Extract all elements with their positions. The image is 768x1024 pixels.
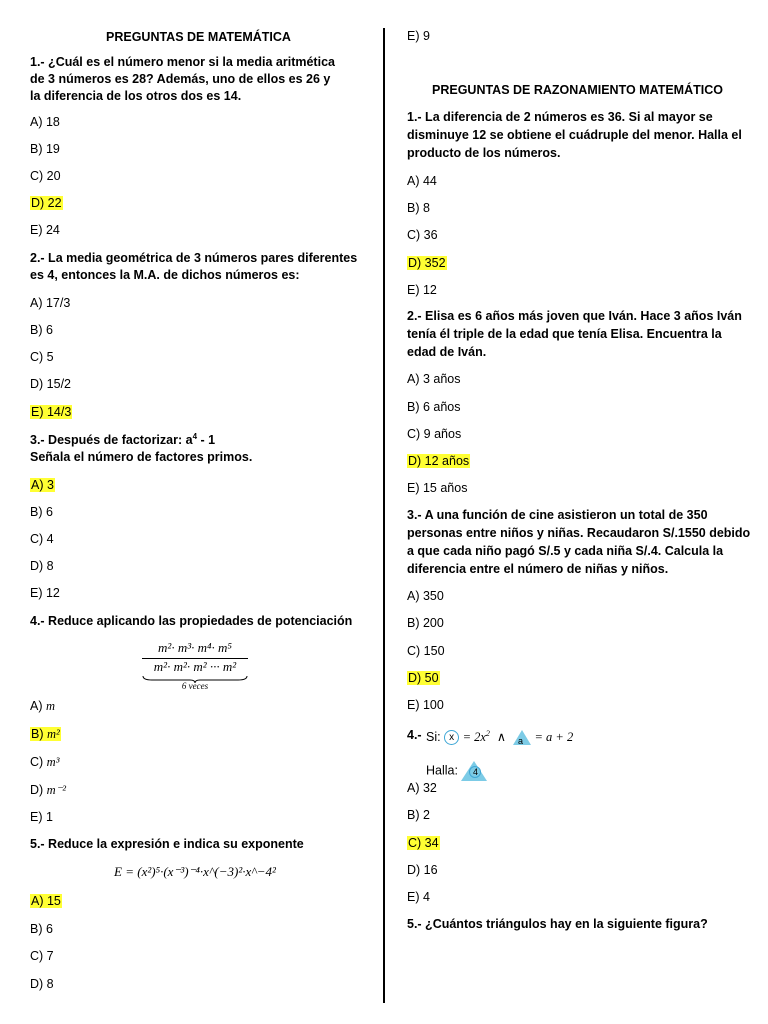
r-q1-option-d-wrap [407, 254, 447, 272]
q4-option-c [30, 753, 59, 771]
triangle-four-icon [461, 761, 487, 781]
q3-option-d: D) 8 [30, 559, 54, 573]
r-q3-line: a que cada niño pagó S/.5 y cada niña S/.4. Calcula la [407, 544, 724, 558]
q4-numerator: m²· m³· m⁴· m⁵ [158, 640, 232, 655]
q1-option-b: B) 19 [30, 142, 60, 156]
r-q4-eq2: = a + 2 [534, 730, 574, 744]
r-q1-option-b: B) 8 [407, 201, 430, 215]
r-q2-option-e: E) 15 años [407, 481, 468, 495]
q5-option-a-highlighted: A) 15 [31, 894, 61, 908]
r-q2-option-b: B) 6 años [407, 400, 461, 414]
r-q4-and: ∧ [496, 730, 507, 744]
r-q3-option-e: E) 100 [407, 698, 444, 712]
r-q4-definition [426, 728, 573, 746]
r-q5-line: 5.- ¿Cuántos triángulos hay en la siguiente figura? [407, 917, 708, 931]
r-q4-option-d: D) 16 [407, 863, 438, 877]
q3-option-a-wrap [30, 476, 55, 494]
q3-option-c: C) 4 [30, 532, 54, 546]
q3-option-b: B) 6 [30, 505, 53, 519]
q5-option-a-wrap [30, 892, 62, 910]
r-q2-option-a: A) 3 años [407, 372, 461, 386]
q1-line: 1.- ¿Cuál es el número menor si la media aritmética [30, 55, 335, 69]
q2-option-c: C) 5 [30, 350, 54, 364]
r-q4-halla [426, 761, 487, 781]
right-section-title: PREGUNTAS DE RAZONAMIENTO MATEMÁTICO [432, 83, 723, 97]
q1-option-d-highlighted: D) 22 [31, 196, 62, 210]
q4-option-a-letter: A) [30, 699, 46, 713]
q4-under-label: 6 veces [181, 681, 209, 691]
r-q4-number: 4.- [407, 728, 422, 742]
r-q4-eq1-text: = 2x [462, 730, 486, 744]
q5-option-b: B) 6 [30, 922, 53, 936]
q3-exponent: 4 [192, 431, 198, 441]
r-q1-line: producto de los números. [407, 146, 561, 160]
q5-option-d: D) 8 [30, 977, 54, 991]
r-q3-option-c: C) 150 [407, 644, 445, 658]
q4-denominator: m²· m²· m² ··· m² [153, 659, 237, 674]
q3-suffix: - 1 [197, 433, 216, 447]
q2-option-a: A) 17/3 [30, 296, 71, 310]
q1-option-a: A) 18 [30, 115, 60, 129]
triangle-four-label: 4 [469, 766, 481, 778]
r-q3-option-d-highlighted: D) 50 [408, 671, 439, 685]
q3-line: Señala el número de factores primos. [30, 450, 253, 464]
left-section-title: PREGUNTAS DE MATEMÁTICA [106, 30, 291, 44]
r-q4-option-b: B) 2 [407, 808, 430, 822]
q4-option-b-letter: B) [31, 727, 47, 741]
q2-option-e-wrap [30, 403, 72, 421]
r-q1-option-d-highlighted: D) 352 [408, 256, 446, 270]
q4-option-d [30, 781, 66, 799]
r-q4-option-c-wrap [407, 834, 440, 852]
r-q2-line: tenía él triple de la edad que tenía Elisa. Encuentra la [407, 327, 722, 341]
q4-option-b [30, 725, 61, 743]
q3-line [30, 431, 215, 449]
q5-line: 5.- Reduce la expresión e indica su exponente [30, 837, 304, 851]
q2-line: es 4, entonces la M.A. de dichos números es: [30, 268, 300, 282]
r-q2-line: 2.- Elisa es 6 años más joven que Iván. Hace 3 años Iván [407, 309, 742, 323]
q4-option-d-math: m⁻² [46, 783, 67, 797]
q4-option-c-math: m³ [46, 755, 60, 769]
r-q3-option-b: B) 200 [407, 616, 444, 630]
q1-option-c: C) 20 [30, 169, 61, 183]
q2-line: 2.- La media geométrica de 3 números pares diferentes [30, 251, 358, 265]
r-q1-option-c: C) 36 [407, 228, 438, 242]
r-q1-option-a: A) 44 [407, 174, 437, 188]
q1-option-e: E) 24 [30, 223, 60, 237]
q5-option-c: C) 7 [30, 949, 54, 963]
r-q4-eq1 [463, 730, 490, 744]
r-q3-option-d-wrap [407, 669, 440, 687]
r-q2-line: edad de Iván. [407, 345, 487, 359]
r-q4-halla-label: Halla: [426, 763, 458, 778]
q2-option-b: B) 6 [30, 323, 53, 337]
q1-option-d-wrap [30, 194, 63, 212]
q2-option-e-highlighted: E) 14/3 [31, 405, 72, 419]
triangle-a-icon [513, 730, 531, 745]
q4-option-a [30, 697, 55, 715]
r-q4-option-a: A) 32 [407, 781, 437, 795]
q4-option-c-letter: C) [30, 755, 47, 769]
triangle-a-label: a [517, 736, 523, 747]
column-divider [383, 28, 385, 1003]
q4-option-e: E) 1 [30, 810, 53, 824]
r-q1-line: disminuye 12 se obtiene el cuádruple del menor. Halla el [407, 128, 742, 142]
q3-option-e: E) 12 [30, 586, 60, 600]
r-q2-option-c: C) 9 años [407, 427, 462, 441]
q4-line: 4.- Reduce aplicando las propiedades de potenciación [30, 614, 353, 628]
r-q4-option-c-highlighted: C) 34 [408, 836, 439, 850]
q4-option-a-math: m [45, 699, 56, 713]
r-q4-option-e: E) 4 [407, 890, 430, 904]
r-q4-eq1-sup: 2 [485, 728, 490, 738]
circle-x-icon: x [444, 730, 459, 745]
r-q1-line: 1.- La diferencia de 2 números es 36. Si al mayor se [407, 110, 713, 124]
q4-option-b-highlighted [30, 727, 61, 741]
r-q4-si: Si: [426, 730, 441, 744]
r-q1-option-e: E) 12 [407, 283, 437, 297]
r-q3-line: personas entre niños y niñas. Recaudaron S/.1550 debido [407, 526, 751, 540]
r-q2-option-d-wrap [407, 452, 470, 470]
q1-line: la diferencia de los otros dos es 14. [30, 89, 242, 103]
q2-option-d: D) 15/2 [30, 377, 71, 391]
q4-option-d-letter: D) [30, 783, 47, 797]
r-q3-line: diferencia entre el número de niñas y niños. [407, 562, 669, 576]
q3-prefix: 3.- Después de factorizar: a [30, 433, 193, 447]
r-top-option: E) 9 [407, 29, 430, 43]
r-q3-line: 3.- A una función de cine asistieron un total de 350 [407, 508, 708, 522]
r-q2-option-d-highlighted: D) 12 años [408, 454, 470, 468]
r-q3-option-a: A) 350 [407, 589, 444, 603]
q3-option-a-highlighted: A) 3 [31, 478, 54, 492]
q1-line: de 3 números es 28? Además, uno de ellos es 26 y [30, 72, 331, 86]
q4-option-b-math: m² [46, 727, 60, 741]
q5-expression: E = (x²)⁵·(x⁻³)⁻⁴·x^(−3)²·x^−4² [114, 864, 276, 879]
